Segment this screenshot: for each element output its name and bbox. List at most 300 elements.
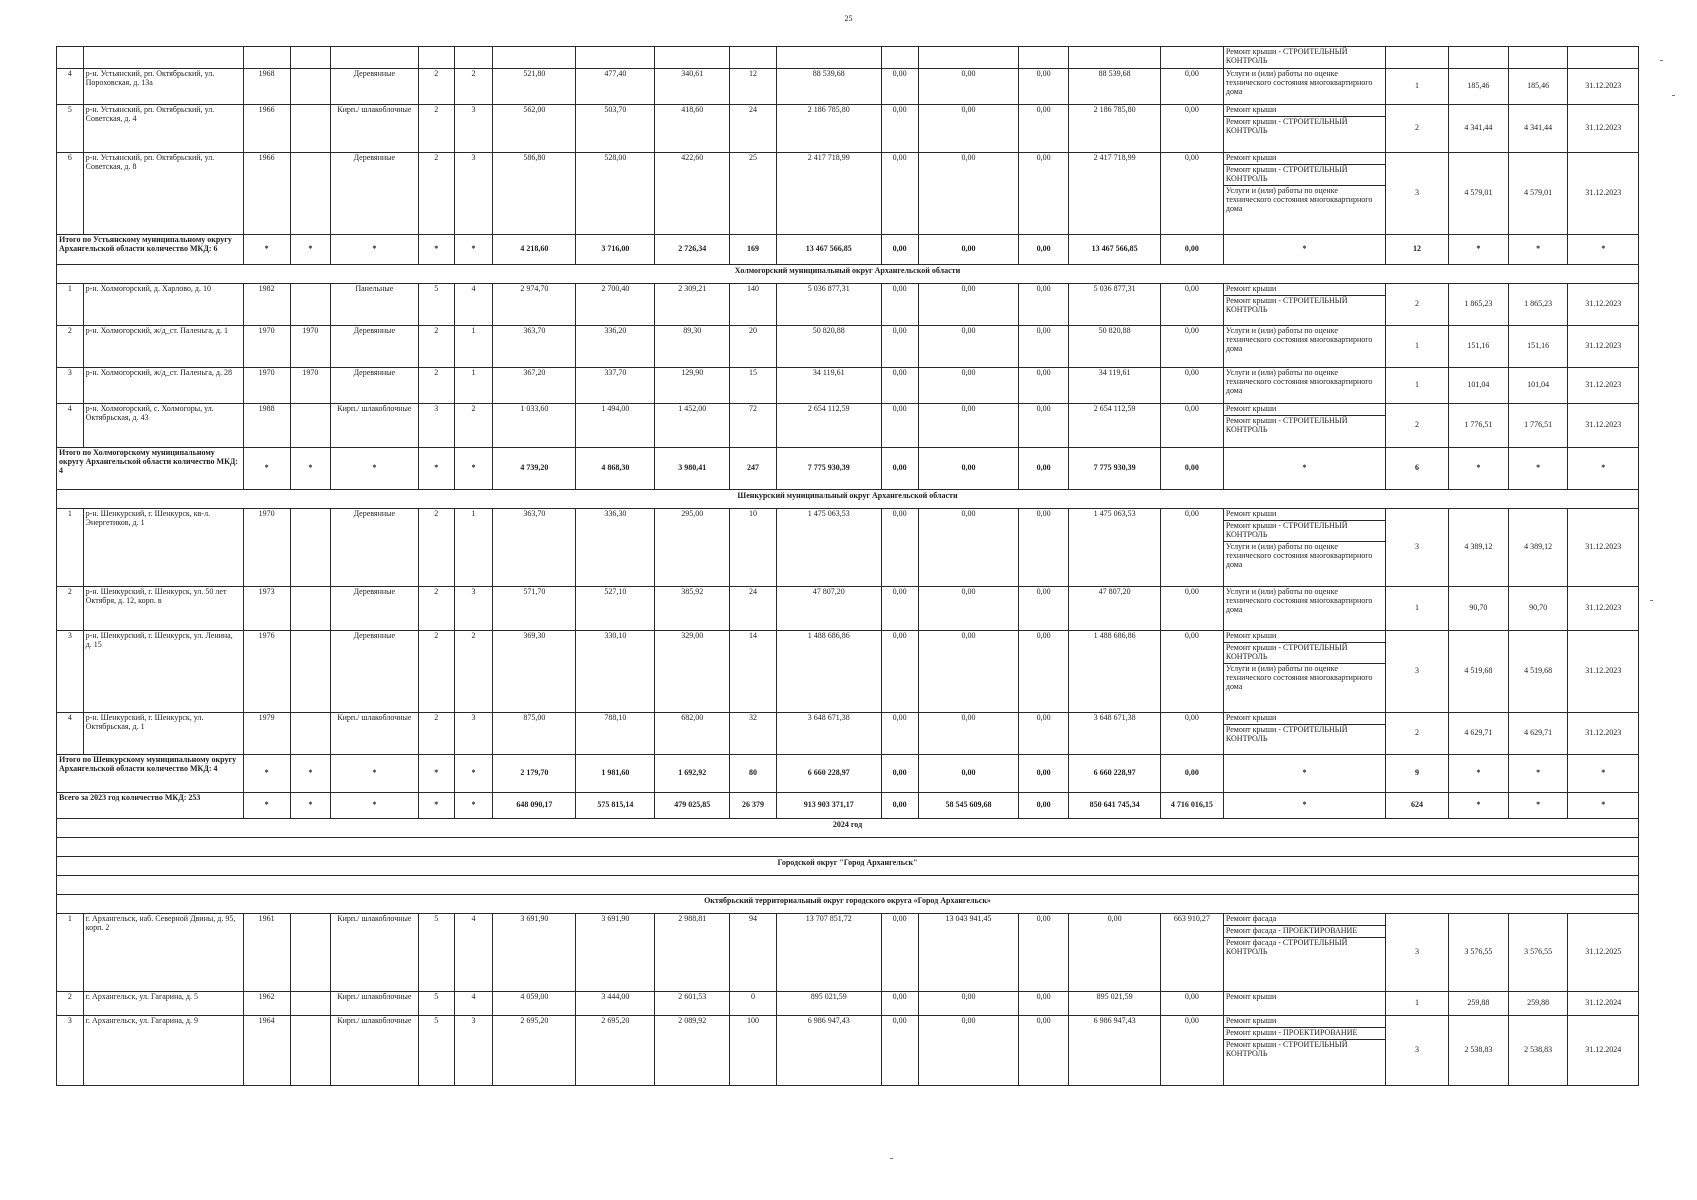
year-commissioned <box>290 69 331 105</box>
total-star: * <box>454 755 492 793</box>
cost-total: 895 021,59 <box>776 992 881 1016</box>
completion-date: 31.12.2024 <box>1568 992 1639 1016</box>
row-number: 4 <box>57 404 84 448</box>
floors: 5 <box>418 914 454 992</box>
cost-federal: 0,00 <box>881 404 918 448</box>
year-commissioned: 1970 <box>290 326 331 368</box>
residents: 14 <box>730 631 777 713</box>
cost-municipal <box>1019 47 1069 69</box>
floors: 2 <box>418 153 454 235</box>
total-star: * <box>331 235 418 265</box>
total-c4: 0,00 <box>1019 793 1069 819</box>
cost-municipal: 0,00 <box>1019 1016 1069 1086</box>
work-item: Ремонт крыши <box>1224 404 1385 416</box>
residents: 25 <box>730 153 777 235</box>
year-built: 1966 <box>243 153 290 235</box>
work-count: 3 <box>1386 631 1449 713</box>
residents: 12 <box>730 69 777 105</box>
unit-cost-max: 2 538,83 <box>1448 1016 1508 1086</box>
year-built: 1961 <box>243 914 290 992</box>
total-a1: 648 090,17 <box>493 793 576 819</box>
section-heading: Октябрьский территориальный округ городского округа «Город Архангельск» <box>57 895 1639 914</box>
cost-total: 2 417 718,99 <box>776 153 881 235</box>
unit-cost-max: 259,88 <box>1448 992 1508 1016</box>
scan-speck <box>1660 60 1663 61</box>
total-star: * <box>331 755 418 793</box>
wall-material: Панельные <box>331 284 418 326</box>
completion-date: 31.12.2023 <box>1568 587 1639 631</box>
total-area: 562,00 <box>493 105 576 153</box>
cost-regional: 0,00 <box>918 509 1018 587</box>
unit-cost-limit: 1 865,23 <box>1508 284 1568 326</box>
section-heading: 2024 год <box>57 819 1639 838</box>
cost-owners: 0,00 <box>1160 69 1223 105</box>
works-list <box>1223 284 1385 326</box>
residents: 94 <box>730 914 777 992</box>
table-row <box>57 105 1639 153</box>
total-c6: 0,00 <box>1160 448 1223 490</box>
address: р-н. Холмогорский, с. Холмогоры, ул. Октябрьская, д. 43 <box>83 404 243 448</box>
unit-cost-max: 1 776,51 <box>1448 404 1508 448</box>
floors <box>418 47 454 69</box>
residents: 72 <box>730 404 777 448</box>
total-star: * <box>418 235 454 265</box>
unit-cost-limit: 2 538,83 <box>1508 1016 1568 1086</box>
works-list <box>1223 69 1385 105</box>
work-item: Услуги и (или) работы по оценке технического состояния многоквартирного дома <box>1225 587 1373 614</box>
completion-date: 31.12.2023 <box>1568 631 1639 713</box>
cost-regional: 0,00 <box>918 105 1018 153</box>
entrances <box>454 47 492 69</box>
total-a1: 4 218,60 <box>493 235 576 265</box>
work-item: Ремонт крыши - СТРОИТЕЛЬНЫЙ КОНТРОЛЬ <box>1225 295 1348 314</box>
total-star: * <box>454 448 492 490</box>
year-built: 1988 <box>243 404 290 448</box>
cost-owners: 0,00 <box>1160 404 1223 448</box>
year-built: 1970 <box>243 326 290 368</box>
completion-date <box>1568 47 1639 69</box>
cost-municipal: 0,00 <box>1019 914 1069 992</box>
wall-material: Деревянные <box>331 587 418 631</box>
year-built: 1968 <box>243 69 290 105</box>
row-number: 3 <box>57 631 84 713</box>
scan-speck <box>1672 95 1675 96</box>
row-number: 1 <box>57 509 84 587</box>
area-premises: 337,70 <box>576 368 655 404</box>
work-count: 3 <box>1386 153 1449 235</box>
area-residential: 385,92 <box>655 587 730 631</box>
cost-municipal: 0,00 <box>1019 713 1069 755</box>
section-heading-row <box>57 857 1639 876</box>
work-item: Услуги и (или) работы по оценке технического состояния многоквартирного дома <box>1225 185 1373 213</box>
work-item: Ремонт крыши <box>1224 713 1385 725</box>
work-item: Ремонт фасада <box>1224 914 1385 926</box>
section-heading: Шенкурский муниципальный округ Архангельской области <box>57 490 1639 509</box>
area-premises: 2 695,20 <box>576 1016 655 1086</box>
year-built: 1970 <box>243 368 290 404</box>
year-built: 1966 <box>243 105 290 153</box>
cost-fund: 2 186 785,80 <box>1069 105 1161 153</box>
unit-cost-limit: 3 576,55 <box>1508 914 1568 992</box>
total-area: 367,20 <box>493 368 576 404</box>
cost-municipal: 0,00 <box>1019 284 1069 326</box>
page-number: 25 <box>844 14 853 23</box>
total-a2: 4 868,30 <box>576 448 655 490</box>
cost-federal: 0,00 <box>881 992 918 1016</box>
total-star: * <box>1223 755 1385 793</box>
total-area: 571,70 <box>493 587 576 631</box>
work-count: 3 <box>1386 914 1449 992</box>
cost-federal: 0,00 <box>881 587 918 631</box>
cost-federal: 0,00 <box>881 368 918 404</box>
floors: 2 <box>418 631 454 713</box>
cost-municipal: 0,00 <box>1019 368 1069 404</box>
year-built: 1976 <box>243 631 290 713</box>
total-star: * <box>1568 755 1639 793</box>
cost-fund: 50 820,88 <box>1069 326 1161 368</box>
floors: 2 <box>418 69 454 105</box>
table-row <box>57 587 1639 631</box>
area-premises: 336,30 <box>576 509 655 587</box>
total-star: * <box>290 793 331 819</box>
wall-material: Деревянные <box>331 153 418 235</box>
cost-total: 13 707 851,72 <box>776 914 881 992</box>
unit-cost-limit: 4 519,68 <box>1508 631 1568 713</box>
residents: 24 <box>730 105 777 153</box>
total-star: * <box>418 793 454 819</box>
floors: 5 <box>418 1016 454 1086</box>
wall-material <box>331 47 418 69</box>
unit-cost-limit: 4 389,12 <box>1508 509 1568 587</box>
cost-owners: 0,00 <box>1160 326 1223 368</box>
year-commissioned <box>290 992 331 1016</box>
cost-total <box>776 47 881 69</box>
unit-cost-limit: 1 776,51 <box>1508 404 1568 448</box>
total-c3: 0,00 <box>918 755 1018 793</box>
cost-total: 2 186 785,80 <box>776 105 881 153</box>
area-premises: 528,00 <box>576 153 655 235</box>
works-list <box>1223 1016 1385 1086</box>
total-label: Итого по Устьянскому муниципальному округу Архангельской области количество МКД: 6 <box>57 235 244 265</box>
total-star: * <box>243 235 290 265</box>
total-area: 875,00 <box>493 713 576 755</box>
address: г. Архангельск, ул. Гагарина, д. 5 <box>83 992 243 1016</box>
work-item: Ремонт крыши <box>1224 284 1385 296</box>
row-number: 2 <box>57 326 84 368</box>
area-premises: 527,10 <box>576 587 655 631</box>
cost-owners: 0,00 <box>1160 1016 1223 1086</box>
unit-cost-limit: 185,46 <box>1508 69 1568 105</box>
year-commissioned <box>290 509 331 587</box>
cost-fund: 1 488 686,86 <box>1069 631 1161 713</box>
area-premises: 2 700,40 <box>576 284 655 326</box>
row-number: 3 <box>57 368 84 404</box>
area-premises: 336,20 <box>576 326 655 368</box>
cost-fund: 3 648 671,38 <box>1069 713 1161 755</box>
floors: 3 <box>418 404 454 448</box>
total-area: 521,80 <box>493 69 576 105</box>
unit-cost-max: 4 389,12 <box>1448 509 1508 587</box>
wall-material: Кирп./ шлакоблочные <box>331 914 418 992</box>
wall-material: Кирп./ шлакоблочные <box>331 105 418 153</box>
total-a3: 479 025,85 <box>655 793 730 819</box>
row-number: 6 <box>57 153 84 235</box>
area-residential: 2 601,53 <box>655 992 730 1016</box>
work-count: 1 <box>1386 992 1449 1016</box>
row-number: 2 <box>57 992 84 1016</box>
cost-fund: 0,00 <box>1069 914 1161 992</box>
cost-federal: 0,00 <box>881 1016 918 1086</box>
work-item: Услуги и (или) работы по оценке технического состояния многоквартирного дома <box>1225 326 1373 353</box>
work-item: Ремонт крыши - СТРОИТЕЛЬНЫЙ КОНТРОЛЬ <box>1225 47 1348 65</box>
cost-municipal: 0,00 <box>1019 509 1069 587</box>
total-label: Итого по Шенкурскому муниципальному округу Архангельской области количество МКД: 4 <box>57 755 244 793</box>
row-number: 3 <box>57 1016 84 1086</box>
total-c6: 0,00 <box>1160 235 1223 265</box>
completion-date: 31.12.2023 <box>1568 284 1639 326</box>
cost-owners: 0,00 <box>1160 105 1223 153</box>
total-a3: 1 692,92 <box>655 755 730 793</box>
completion-date: 31.12.2023 <box>1568 368 1639 404</box>
section-heading <box>57 876 1639 895</box>
unit-cost-max: 151,16 <box>1448 326 1508 368</box>
year-commissioned <box>290 284 331 326</box>
completion-date: 31.12.2023 <box>1568 713 1639 755</box>
completion-date: 31.12.2023 <box>1568 326 1639 368</box>
total-c4: 0,00 <box>1019 235 1069 265</box>
address <box>83 47 243 69</box>
work-item: Ремонт крыши <box>1224 509 1385 521</box>
work-count <box>1386 47 1449 69</box>
work-count: 1 <box>1386 326 1449 368</box>
address: р-н. Шенкурский, г. Шенкурск, ул. Октябрьская, д. 1 <box>83 713 243 755</box>
total-a1: 2 179,70 <box>493 755 576 793</box>
row-number: 4 <box>57 69 84 105</box>
total-c3: 0,00 <box>918 448 1018 490</box>
address: р-н. Шенкурский, г. Шенкурск, ул. 50 лет Октября, д. 12, корп. в <box>83 587 243 631</box>
address: р-н. Шенкурский, г. Шенкурск, ул. Ленина, д. 15 <box>83 631 243 713</box>
cost-regional: 13 043 941,45 <box>918 914 1018 992</box>
total-work-count: 9 <box>1386 755 1449 793</box>
cost-federal: 0,00 <box>881 509 918 587</box>
address: г. Архангельск, ул. Гагарина, д. 9 <box>83 1016 243 1086</box>
work-item: Услуги и (или) работы по оценке технического состояния многоквартирного дома <box>1225 663 1373 691</box>
unit-cost-max: 1 865,23 <box>1448 284 1508 326</box>
work-item: Ремонт фасада - ПРОЕКТИРОВАНИЕ <box>1224 926 1385 938</box>
address: р-н. Устьянский, рп. Октябрьский, ул. Советская, д. 4 <box>83 105 243 153</box>
total-star: * <box>454 235 492 265</box>
section-heading <box>57 838 1639 857</box>
total-star: * <box>1448 448 1508 490</box>
total-label: Итого по Холмогорскому муниципальному округу Архангельской области количество МКД: 4 <box>57 448 244 490</box>
cost-owners: 0,00 <box>1160 509 1223 587</box>
wall-material: Кирп./ шлакоблочные <box>331 404 418 448</box>
completion-date: 31.12.2023 <box>1568 509 1639 587</box>
residents: 10 <box>730 509 777 587</box>
area-residential: 682,00 <box>655 713 730 755</box>
floors: 2 <box>418 368 454 404</box>
cost-total: 2 654 112,59 <box>776 404 881 448</box>
row-number: 1 <box>57 914 84 992</box>
table-row <box>57 713 1639 755</box>
total-area <box>493 47 576 69</box>
cost-regional: 0,00 <box>918 368 1018 404</box>
work-item: Ремонт крыши <box>1224 1016 1385 1028</box>
year-commissioned <box>290 631 331 713</box>
table-row <box>57 153 1639 235</box>
total-star: * <box>418 755 454 793</box>
section-heading: Городской округ "Город Архангельск" <box>57 857 1639 876</box>
cost-owners: 0,00 <box>1160 631 1223 713</box>
cost-fund <box>1069 47 1161 69</box>
wall-material: Деревянные <box>331 509 418 587</box>
floors: 2 <box>418 713 454 755</box>
total-res: 169 <box>730 235 777 265</box>
section-heading-row <box>57 876 1639 895</box>
cost-regional: 0,00 <box>918 992 1018 1016</box>
area-residential: 2 309,21 <box>655 284 730 326</box>
total-row <box>57 448 1639 490</box>
area-residential: 129,90 <box>655 368 730 404</box>
total-star: * <box>331 793 418 819</box>
work-item: Услуги и (или) работы по оценке технического состояния многоквартирного дома <box>1225 69 1373 96</box>
total-c6: 0,00 <box>1160 755 1223 793</box>
total-c4: 0,00 <box>1019 448 1069 490</box>
address: р-н. Устьянский, рп. Октябрьский, ул. Советская, д. 8 <box>83 153 243 235</box>
year-built: 1982 <box>243 284 290 326</box>
total-area: 369,30 <box>493 631 576 713</box>
total-area: 363,70 <box>493 509 576 587</box>
cost-owners: 0,00 <box>1160 284 1223 326</box>
cost-federal: 0,00 <box>881 713 918 755</box>
total-c4: 0,00 <box>1019 755 1069 793</box>
total-c1: 913 903 371,17 <box>776 793 881 819</box>
cost-regional: 0,00 <box>918 284 1018 326</box>
total-work-count: 6 <box>1386 448 1449 490</box>
total-star: * <box>1223 448 1385 490</box>
floors: 2 <box>418 105 454 153</box>
work-item: Услуги и (или) работы по оценке технического состояния многоквартирного дома <box>1225 368 1373 395</box>
unit-cost-limit: 4 341,44 <box>1508 105 1568 153</box>
unit-cost-max: 4 341,44 <box>1448 105 1508 153</box>
total-row <box>57 755 1639 793</box>
cost-municipal: 0,00 <box>1019 153 1069 235</box>
total-res: 247 <box>730 448 777 490</box>
work-item: Ремонт крыши <box>1224 631 1385 643</box>
residents: 100 <box>730 1016 777 1086</box>
total-star: * <box>1568 793 1639 819</box>
address: р-н. Холмогорский, ж/д_ст. Паленьга, д. 28 <box>83 368 243 404</box>
table-row <box>57 368 1639 404</box>
total-star: * <box>243 755 290 793</box>
total-c5: 6 660 228,97 <box>1069 755 1161 793</box>
section-heading-row <box>57 838 1639 857</box>
cost-owners: 0,00 <box>1160 992 1223 1016</box>
total-c2: 0,00 <box>881 755 918 793</box>
total-area: 1 033,60 <box>493 404 576 448</box>
address: р-н. Шенкурский, г. Шенкурск, кв-л. Энергетиков, д. 1 <box>83 509 243 587</box>
total-star: * <box>243 448 290 490</box>
cost-total: 6 986 947,43 <box>776 1016 881 1086</box>
cost-federal: 0,00 <box>881 914 918 992</box>
cost-total: 88 539,68 <box>776 69 881 105</box>
cost-regional: 0,00 <box>918 326 1018 368</box>
total-c5: 850 641 745,34 <box>1069 793 1161 819</box>
total-area: 586,80 <box>493 153 576 235</box>
completion-date: 31.12.2023 <box>1568 105 1639 153</box>
entrances: 2 <box>454 69 492 105</box>
work-item: Ремонт крыши <box>1225 992 1277 1001</box>
area-residential: 1 452,00 <box>655 404 730 448</box>
area-premises: 788,10 <box>576 713 655 755</box>
total-a2: 3 716,00 <box>576 235 655 265</box>
cost-federal: 0,00 <box>881 326 918 368</box>
work-item: Услуги и (или) работы по оценке технического состояния многоквартирного дома <box>1225 541 1373 569</box>
cost-fund: 2 654 112,59 <box>1069 404 1161 448</box>
works-list <box>1223 587 1385 631</box>
total-work-count: 624 <box>1386 793 1449 819</box>
entrances: 1 <box>454 326 492 368</box>
works-list <box>1223 914 1385 992</box>
total-c1: 7 775 930,39 <box>776 448 881 490</box>
cost-total: 47 807,20 <box>776 587 881 631</box>
table-row <box>57 326 1639 368</box>
wall-material: Деревянные <box>331 326 418 368</box>
cost-fund: 88 539,68 <box>1069 69 1161 105</box>
cost-municipal: 0,00 <box>1019 404 1069 448</box>
completion-date: 31.12.2025 <box>1568 914 1639 992</box>
total-row <box>57 793 1639 819</box>
cost-fund: 5 036 877,31 <box>1069 284 1161 326</box>
total-c1: 6 660 228,97 <box>776 755 881 793</box>
table-row <box>57 1016 1639 1086</box>
year-built: 1970 <box>243 509 290 587</box>
area-residential <box>655 47 730 69</box>
total-c3: 0,00 <box>918 235 1018 265</box>
completion-date: 31.12.2023 <box>1568 69 1639 105</box>
cost-municipal: 0,00 <box>1019 631 1069 713</box>
cost-owners: 0,00 <box>1160 587 1223 631</box>
unit-cost-limit <box>1508 47 1568 69</box>
cost-regional: 0,00 <box>918 69 1018 105</box>
entrances: 4 <box>454 914 492 992</box>
cost-owners <box>1160 47 1223 69</box>
area-residential: 329,00 <box>655 631 730 713</box>
row-number: 5 <box>57 105 84 153</box>
entrances: 3 <box>454 713 492 755</box>
cost-total: 50 820,88 <box>776 326 881 368</box>
unit-cost-max: 4 629,71 <box>1448 713 1508 755</box>
floors: 5 <box>418 284 454 326</box>
total-c1: 13 467 566,85 <box>776 235 881 265</box>
total-star: * <box>1568 448 1639 490</box>
cost-regional: 0,00 <box>918 631 1018 713</box>
residents: 140 <box>730 284 777 326</box>
total-area: 2 695,20 <box>493 1016 576 1086</box>
row-number: 4 <box>57 713 84 755</box>
residents: 32 <box>730 713 777 755</box>
unit-cost-limit: 259,88 <box>1508 992 1568 1016</box>
cost-fund: 6 986 947,43 <box>1069 1016 1161 1086</box>
wall-material: Кирп./ шлакоблочные <box>331 1016 418 1086</box>
total-area: 2 974,70 <box>493 284 576 326</box>
cost-regional: 0,00 <box>918 713 1018 755</box>
total-star: * <box>331 448 418 490</box>
total-star: * <box>1508 448 1568 490</box>
area-residential: 2 988,81 <box>655 914 730 992</box>
year-commissioned <box>290 1016 331 1086</box>
cost-total: 1 475 063,53 <box>776 509 881 587</box>
